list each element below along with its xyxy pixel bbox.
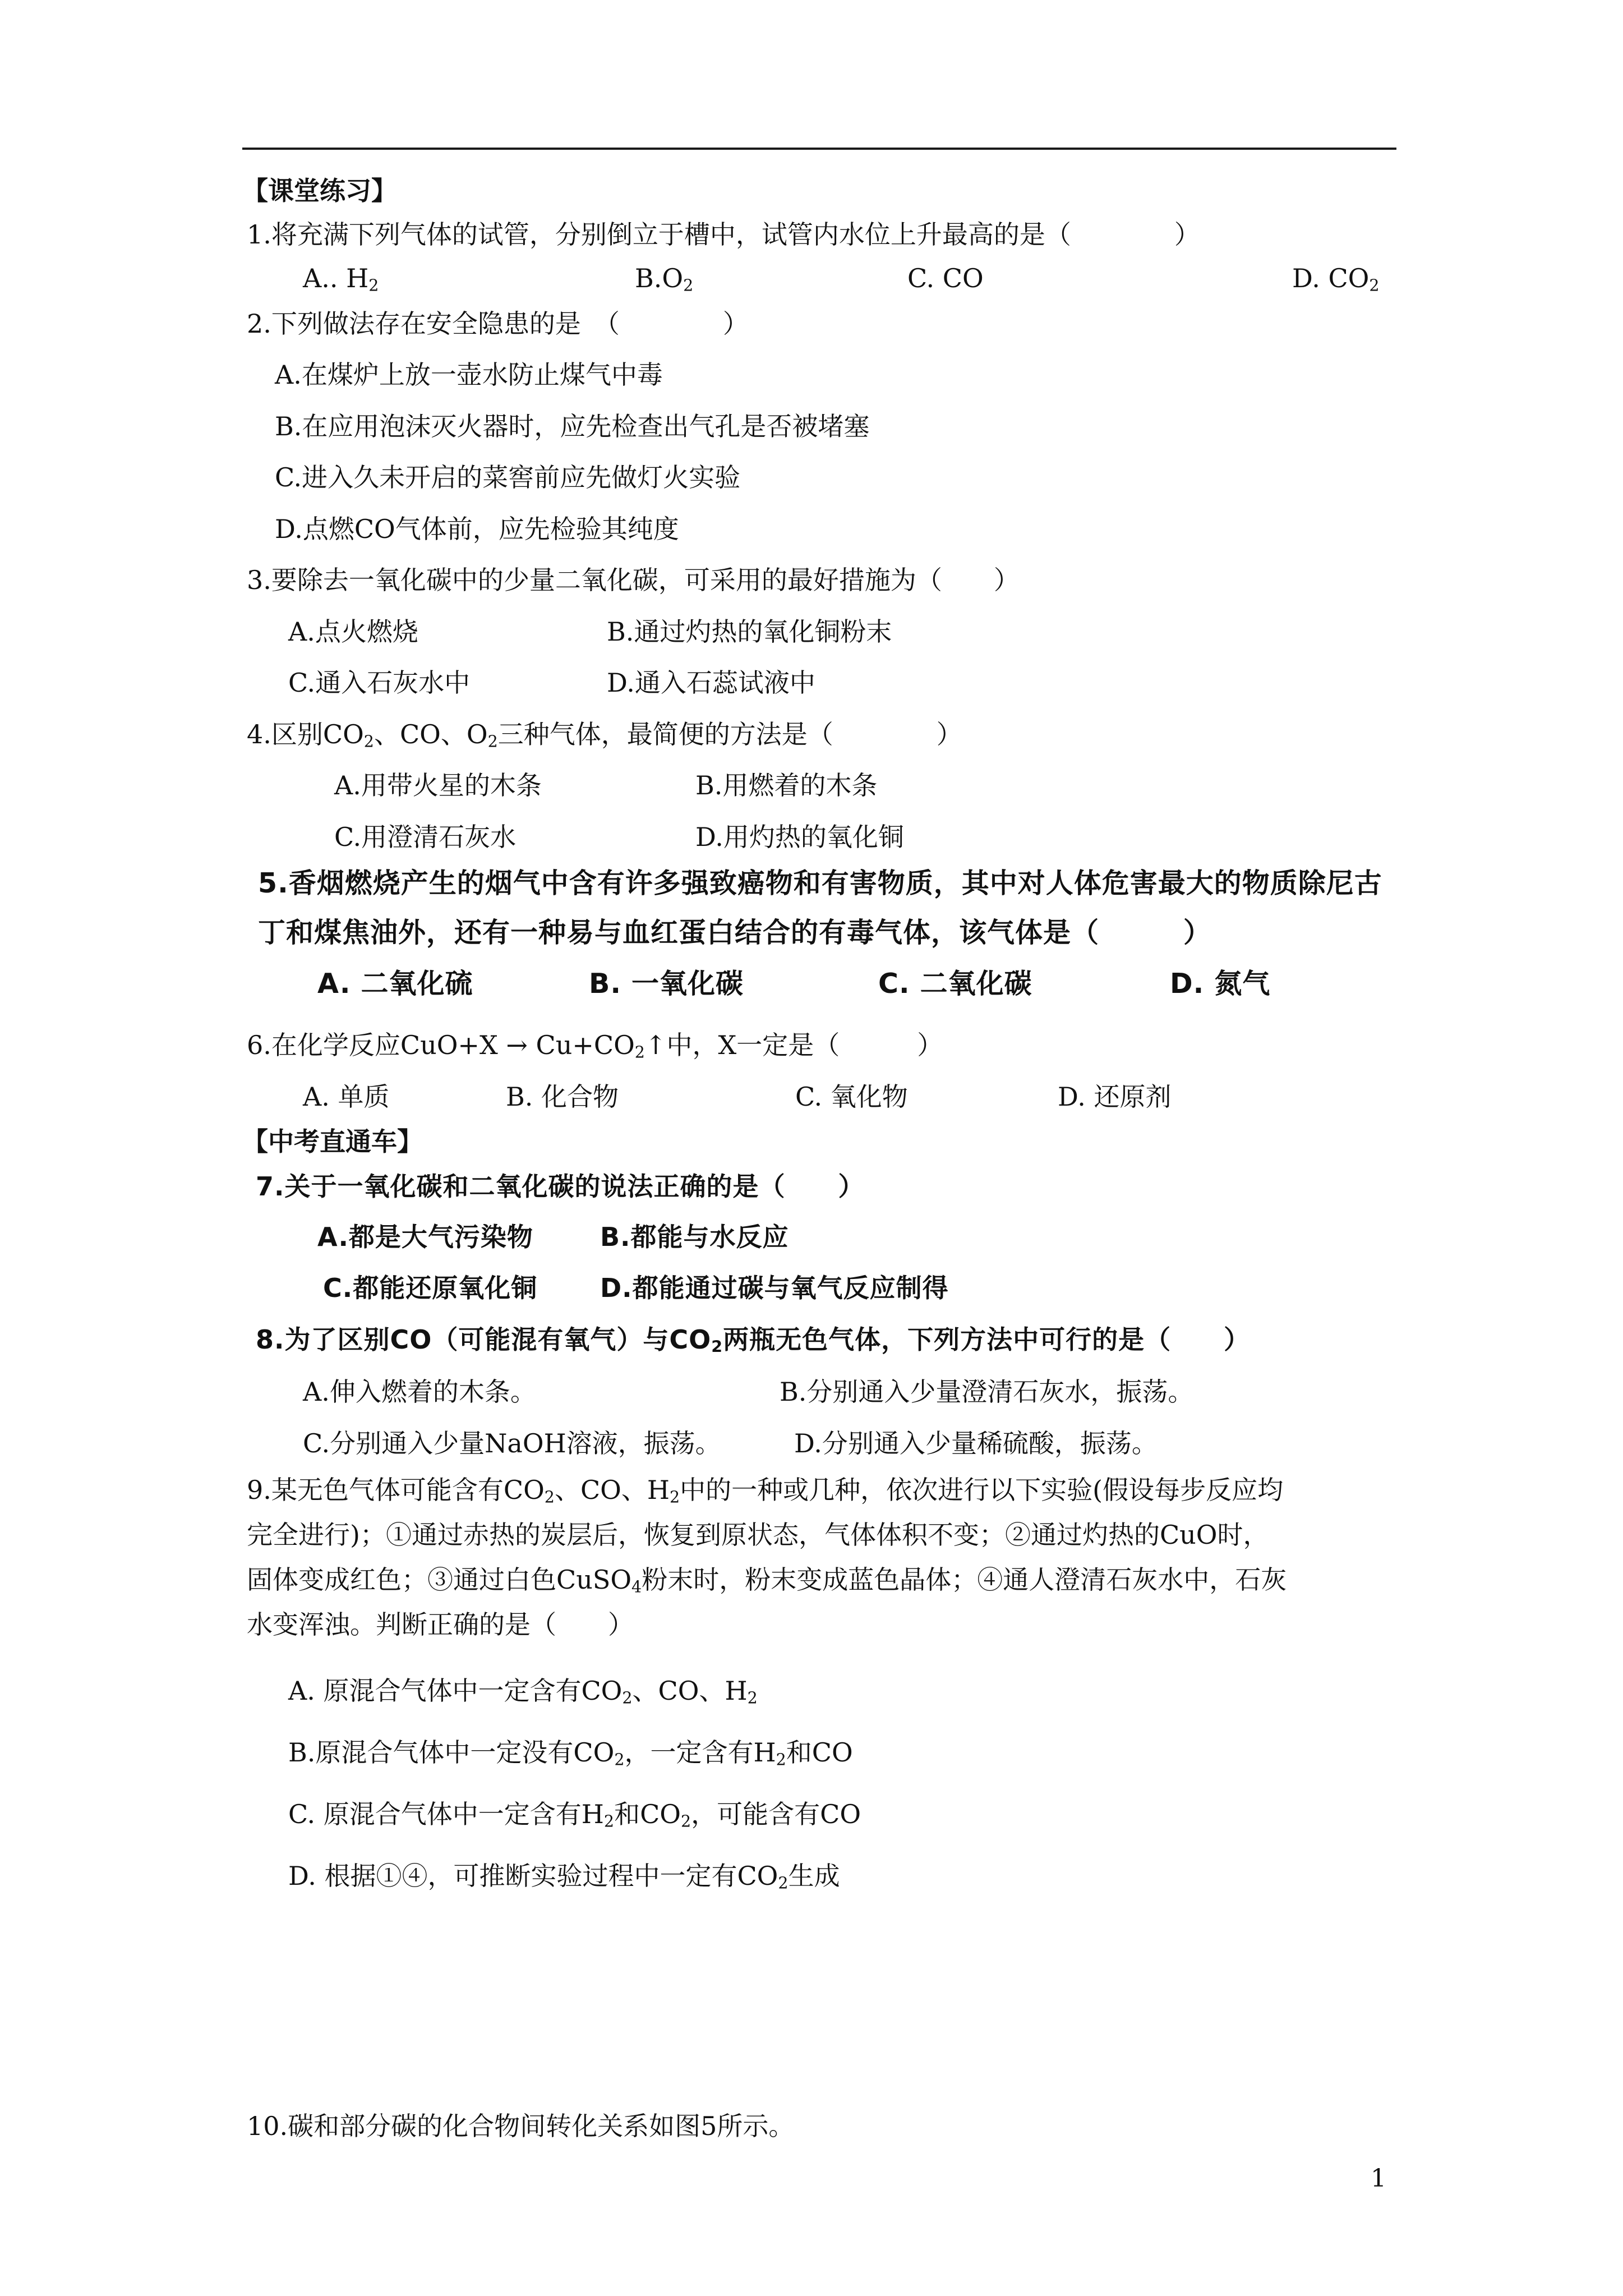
question-5-option-c: C. 二氧化碳: [878, 968, 1032, 1000]
question-8-option-d: D.分别通入少量稀硫酸，振荡。: [794, 1428, 1158, 1458]
question-3-option-d: D.通入石蕊试液中: [607, 668, 815, 698]
question-5-option-a: A. 二氧化硫: [317, 968, 473, 1000]
question-3-option-a: A.点火燃烧: [288, 616, 418, 647]
question-9-option-a: A. 原混合气体中一定含有$CO_2$、CO、$H_2$: [288, 1676, 758, 1708]
question-2-option-d: D.点燃CO气体前，应先检验其纯度: [275, 514, 679, 544]
question-3-stem: 3.要除去一氧化碳中的少量二氧化碳，可采用的最好措施为（ ）: [247, 565, 1020, 595]
header-rule: [242, 148, 1396, 150]
question-5-option-b: B. 一氧化碳: [589, 968, 744, 1000]
section-heading-classroom: 【课堂练习】: [242, 176, 397, 206]
question-10-stem: 10.碳和部分碳的化合物间转化关系如图5所示。: [247, 2111, 795, 2141]
question-9-option-d: D. 根据①④，可推断实验过程中一定有$CO_2$生成: [288, 1861, 840, 1893]
question-5-stem-line-1: 5.香烟燃烧产生的烟气中含有许多强致癌物和有害物质，其中对人体危害最大的物质除尼古: [258, 867, 1382, 899]
question-6-option-b: B. 化合物: [506, 1082, 619, 1112]
question-9-option-b: B.原混合气体中一定没有$CO_2$，一定含有$H_2$和CO: [288, 1737, 853, 1769]
section-heading-exam: 【中考直通车】: [242, 1126, 423, 1157]
question-2-option-b: B.在应用泡沫灭火器时，应先检查出气孔是否被堵塞: [275, 411, 870, 441]
question-2-option-a: A.在煤炉上放一壶水防止煤气中毒: [275, 360, 663, 390]
question-1-option-c: C. CO: [907, 263, 984, 293]
question-6-stem: 6.在化学反应$CuO+X \to Cu+CO_2↑$中，X一定是（ ）: [247, 1030, 943, 1062]
question-9-stem-line-4: 水变浑浊。判断正确的是（ ）: [247, 1609, 634, 1640]
question-4-option-b: B.用燃着的木条: [695, 770, 878, 800]
question-3-option-b: B.通过灼热的氧化铜粉末: [607, 616, 892, 647]
question-9-option-c: C. 原混合气体中一定含有$H_2$和$CO_2$，可能含有CO: [288, 1799, 861, 1831]
question-7-option-b: B.都能与水反应: [600, 1222, 789, 1252]
question-2-stem: 2.下列做法存在安全隐患的是 （ ）: [247, 309, 749, 339]
question-1-option-b: $B.O_2$: [635, 263, 694, 295]
question-7-option-c: C.都能还原氧化铜: [323, 1273, 538, 1303]
question-5-stem-line-2: 丁和煤焦油外，还有一种易与血红蛋白结合的有毒气体，该气体是（ ）: [258, 917, 1212, 949]
question-4-stem: 4.区别$CO_2$、CO、$O_2$三种气体，最简便的方法是（ ）: [247, 719, 962, 751]
question-9-stem-line-2: 完全进行)；①通过赤热的炭层后，恢复到原状态，气体体积不变；②通过灼热的CuO时，: [247, 1520, 1269, 1550]
question-1-option-a: A.. $H_2$: [303, 263, 379, 295]
question-8-option-c: C.分别通入少量NaOH溶液，振荡。: [303, 1428, 721, 1458]
question-7-stem: 7.关于一氧化碳和二氧化碳的说法正确的是（ ）: [256, 1171, 865, 1202]
question-6-option-a: A. 单质: [303, 1082, 390, 1112]
question-2-option-c: C.进入久未开启的菜窖前应先做灯火实验: [275, 462, 741, 493]
question-7-option-d: D.都能通过碳与氧气反应制得: [600, 1273, 949, 1303]
question-3-option-c: C.通入石灰水中: [288, 668, 471, 698]
question-4-option-c: C.用澄清石灰水: [334, 822, 517, 852]
question-9-stem-line-3: 固体变成红色；③通过白色CuSO$_4$粉末时，粉末变成蓝色晶体；④通人澄清石灰水中，石灰: [247, 1565, 1287, 1596]
question-5-option-d: D. 氮气: [1170, 968, 1271, 1000]
question-8-option-a: A.伸入燃着的木条。: [303, 1377, 536, 1407]
question-6-option-c: C. 氧化物: [795, 1082, 908, 1112]
question-9-stem-line-1: 9.某无色气体可能含有$CO_2$、CO、$H_2$中的一种或几种，依次进行以下实验(假设每步反应均: [247, 1475, 1284, 1507]
question-4-option-d: D.用灼热的氧化铜: [695, 822, 904, 852]
question-1-option-d: D. $CO_2$: [1292, 263, 1380, 295]
question-1-stem: 1.将充满下列气体的试管，分别倒立于槽中，试管内水位上升最高的是（ ）: [247, 219, 1200, 250]
question-7-option-a: A.都是大气污染物: [317, 1222, 533, 1252]
question-6-option-d: D. 还原剂: [1058, 1082, 1172, 1112]
page-number: 1: [1371, 2164, 1386, 2193]
question-8-option-b: B.分别通入少量澄清石灰水，振荡。: [780, 1377, 1194, 1407]
question-4-option-a: A.用带火星的木条: [334, 770, 542, 800]
question-8-stem: 8.为了区别CO（可能混有氧气）与$CO_2$两瓶无色气体，下列方法中可行的是（ ）: [256, 1324, 1251, 1356]
